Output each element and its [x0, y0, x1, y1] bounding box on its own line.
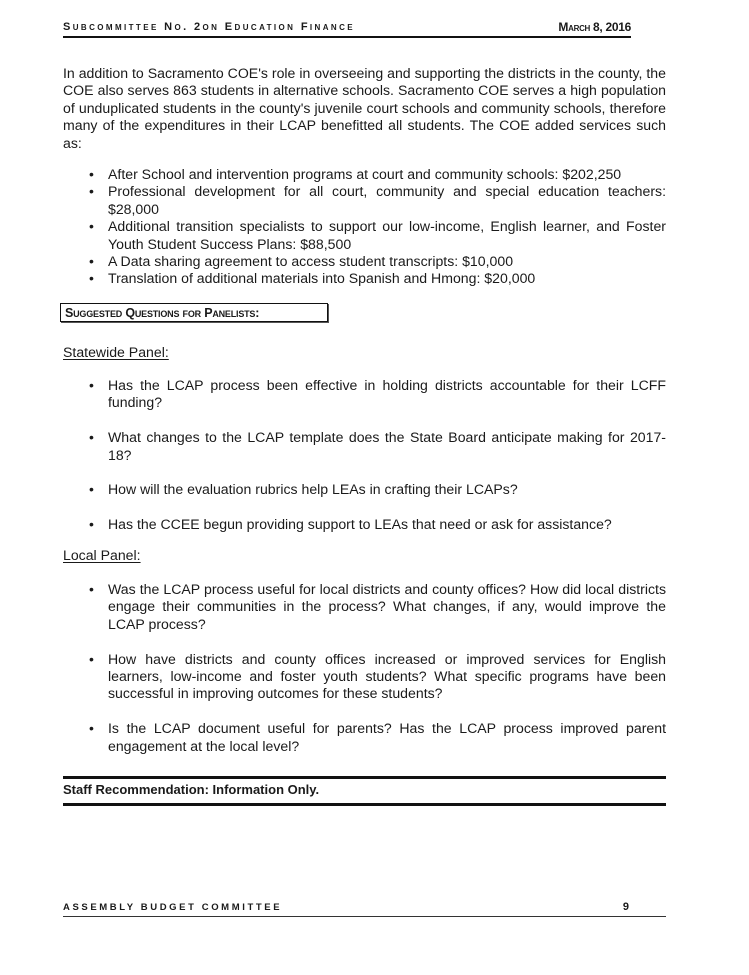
page-number: 9 — [622, 901, 629, 913]
list-item: • A Data sharing agreement to access student transcripts: $10,000 — [89, 253, 514, 270]
header-date: March 8, 2016 — [558, 20, 631, 34]
list-item: • Has the CCEE begun providing support to LEAs that need or ask for assistance? — [89, 516, 612, 533]
bullet-icon: • — [89, 270, 94, 287]
local-panel-label: Local Panel: — [63, 547, 141, 563]
list-item: • Additional transition specialists to support our low-income, English learner, and Foster Youth Student Success Plans: $88,500 — [89, 218, 666, 252]
list-item: • Translation of additional materials into Spanish and Hmong: $20,000 — [89, 270, 536, 287]
bullet-icon: • — [89, 581, 94, 597]
list-item: • What changes to the LCAP template does the State Board anticipate making for 2017-18? — [89, 429, 666, 463]
intro-paragraph: In addition to Sacramento COE's role in overseeing and supporting the districts in the county, the COE also serves 863 students in alternative schools. Sacramento COE serves a high population of unduplicated students in the county's juvenile court schools and community schools, therefore many of the expenditures in their LCAP benefitted all students. The COE added services such as: — [63, 65, 666, 151]
bullet-icon: • — [89, 481, 94, 498]
list-item: • Professional development for all court, community and special education teachers: $28,000 — [89, 183, 666, 217]
list-item: • Has the LCAP process been effective in holding districts accountable for their LCFF funding? — [89, 377, 666, 411]
list-item: • How will the evaluation rubrics help LEAs in crafting their LCAPs? — [89, 481, 518, 498]
bullet-icon: • — [89, 650, 94, 667]
local-questions-list — [63, 581, 666, 772]
header-title: Subcommittee No. 2on Education Finance — [63, 21, 356, 33]
statewide-questions-list — [63, 377, 666, 551]
services-list — [63, 166, 666, 288]
staff-recommendation-bar — [63, 776, 666, 806]
bullet-icon: • — [89, 253, 94, 270]
suggested-questions-heading: Suggested Questions for Panelists: — [60, 303, 328, 322]
list-item: • Was the LCAP process useful for local districts and county offices? How did local districts engage their communities in the process? What changes, if any, would improve the LCAP process? — [89, 581, 666, 632]
list-item: • Is the LCAP document useful for parents? Has the LCAP process improved parent engagement at the local level? — [89, 720, 666, 754]
page-footer — [63, 902, 666, 917]
list-item: • After School and intervention programs at court and community schools: $202,250 — [89, 166, 622, 182]
bullet-icon: • — [89, 166, 94, 182]
bullet-icon: • — [89, 183, 94, 200]
bullet-icon: • — [89, 516, 94, 533]
bullet-icon: • — [89, 218, 94, 235]
list-item: • How have districts and county offices increased or improved services for English learners, low-income and foster youth students? What specific programs have been successful in improving outcomes for these students? — [89, 650, 666, 702]
statewide-panel-label: Statewide Panel: — [63, 344, 169, 360]
footer-committee: ASSEMBLY BUDGET COMMITTEE — [63, 902, 283, 913]
staff-recommendation: Staff Recommendation: Information Only. — [63, 782, 320, 797]
bullet-icon: • — [89, 720, 94, 737]
page-header — [63, 20, 631, 38]
bullet-icon: • — [89, 377, 94, 393]
bullet-icon: • — [89, 429, 94, 446]
